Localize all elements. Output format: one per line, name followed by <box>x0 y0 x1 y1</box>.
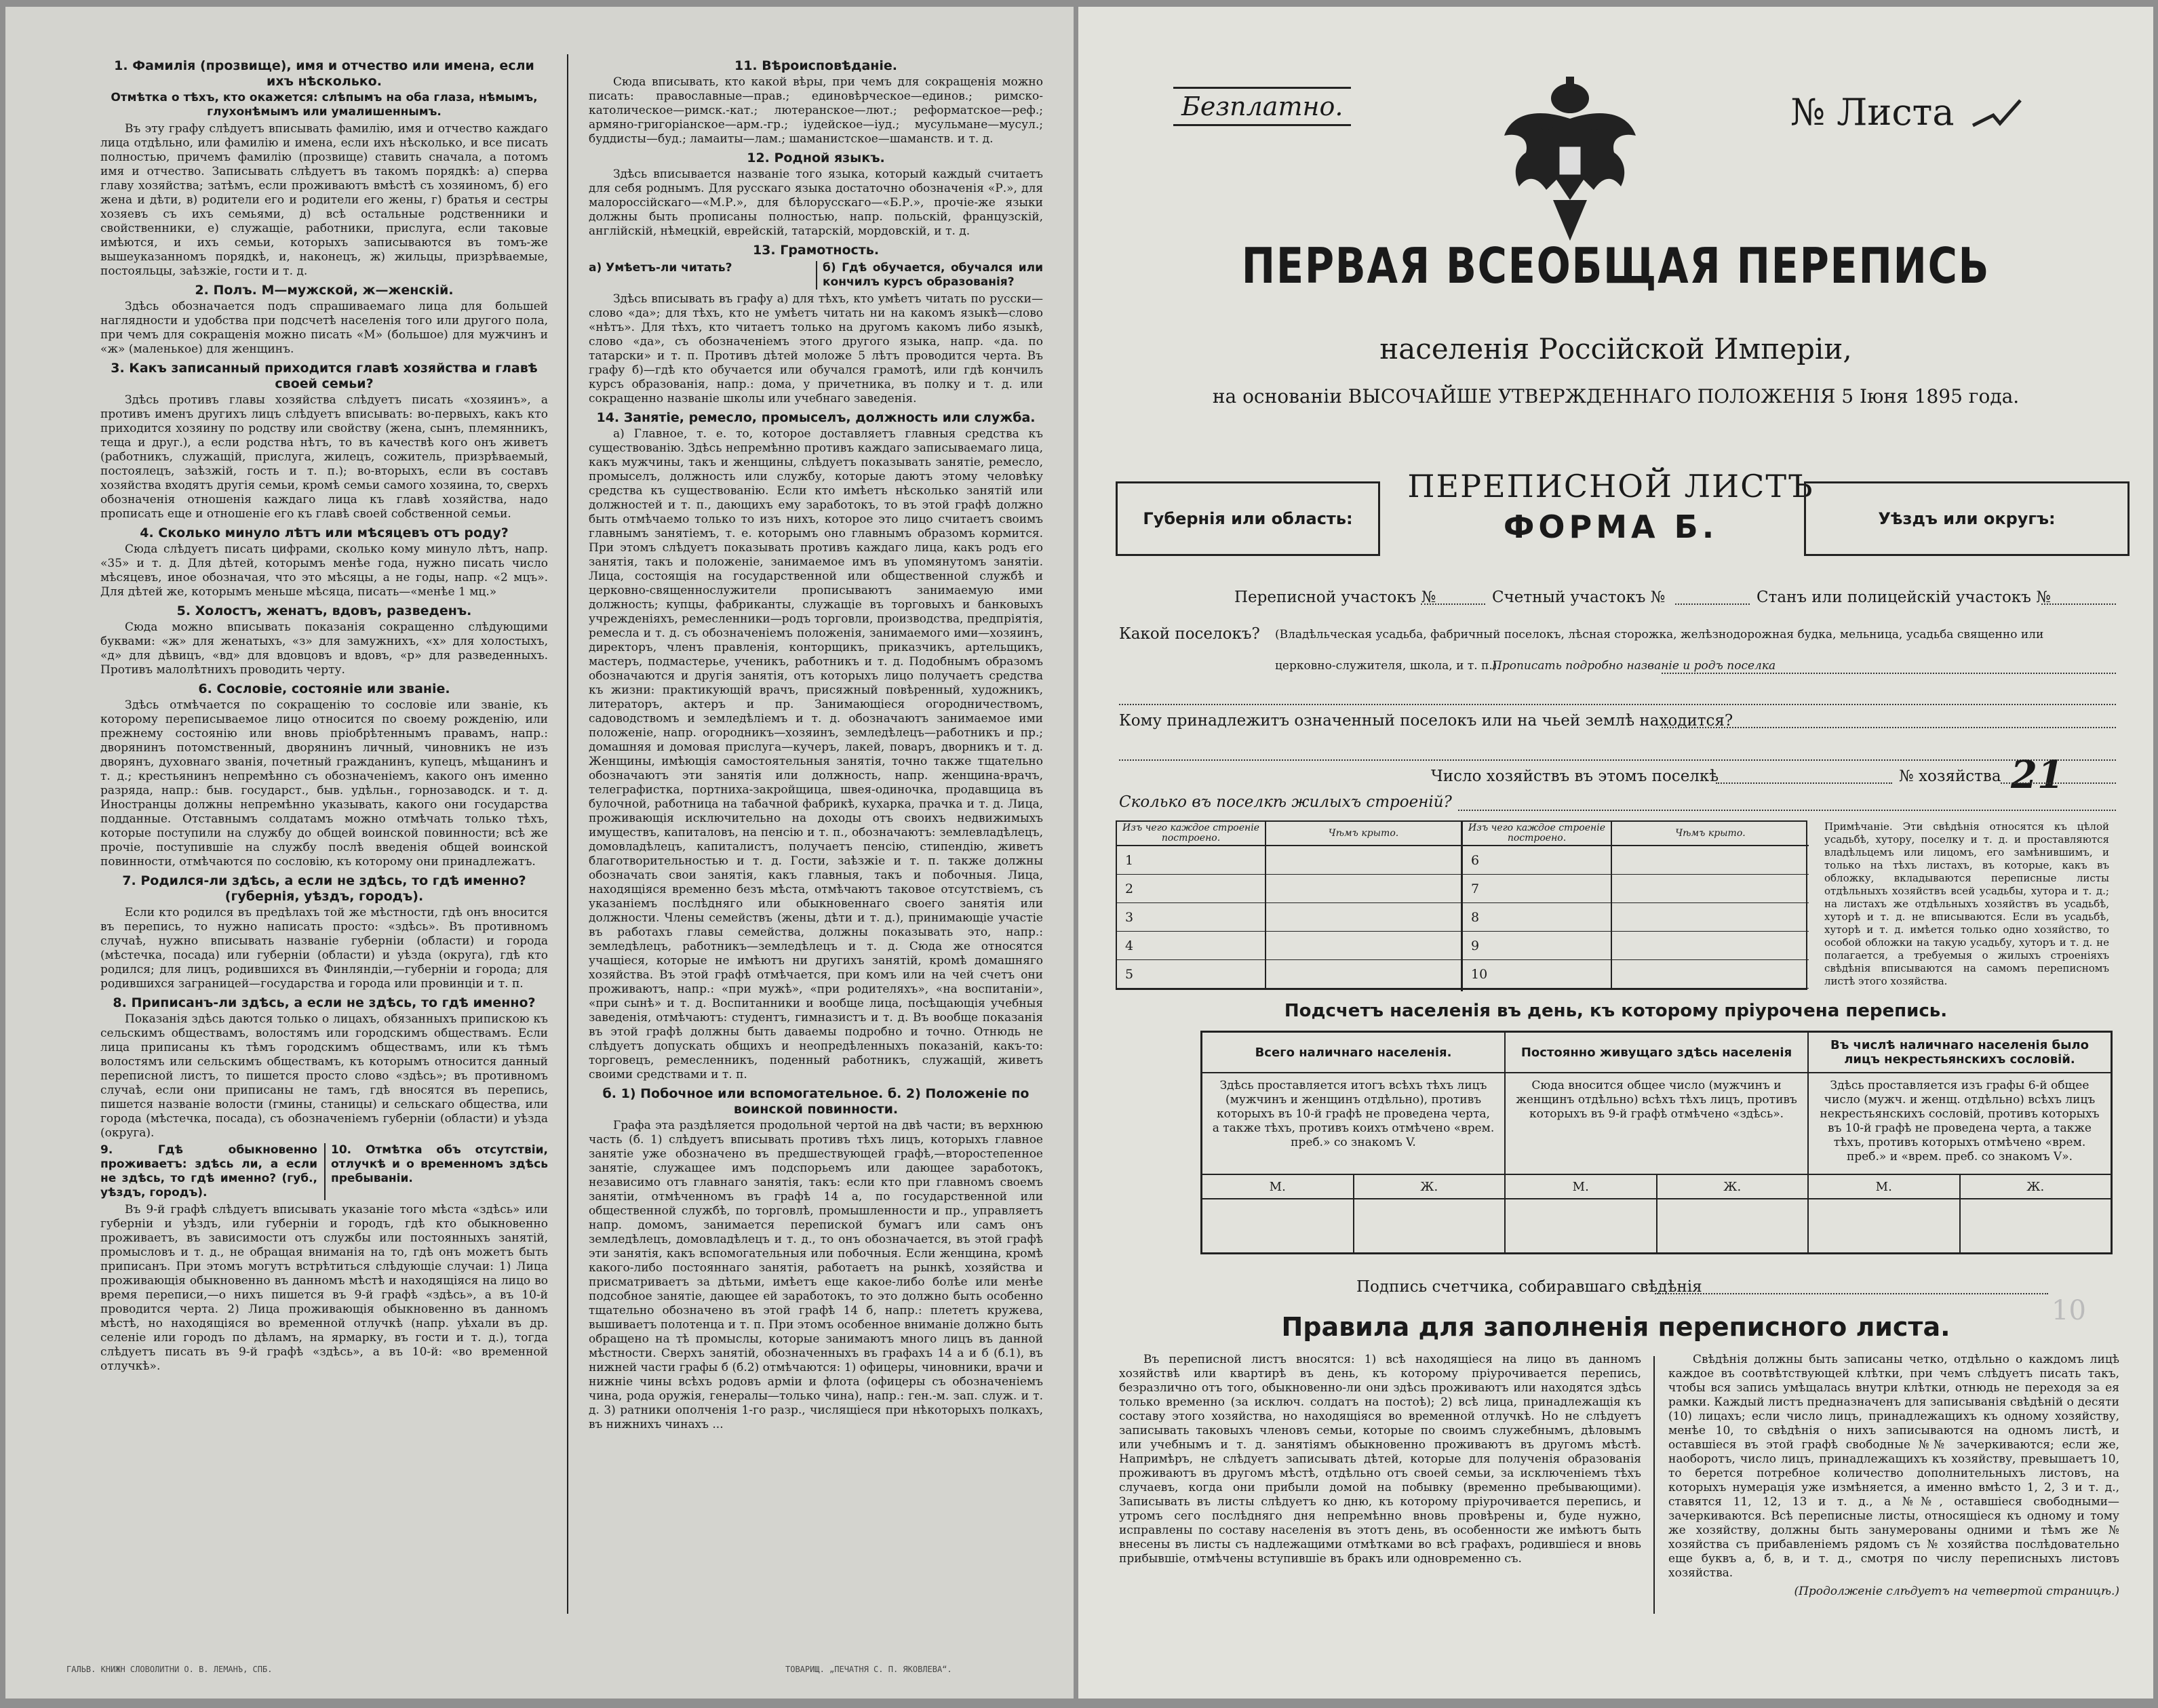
buildings-table-row <box>1463 903 1809 932</box>
section-title: 1. Фамилія (прозвище), имя и отчество или имена, если ихъ нѣсколько. <box>114 58 534 89</box>
buildings-table-row <box>1117 875 1461 903</box>
buildings-table-left <box>1117 822 1463 991</box>
buildings-field[interactable] <box>1458 810 2116 811</box>
population-column-header: Постоянно живущаго здѣсь населенія <box>1506 1033 1807 1073</box>
buildings-table-row <box>1117 932 1461 960</box>
buildings-table <box>1116 820 1807 990</box>
signature-label: Подпись счетчика, собиравшаго свѣдѣнія <box>1356 1278 1702 1296</box>
settlement-field[interactable] <box>1662 673 2116 674</box>
female-header: Ж. <box>1656 1175 1808 1198</box>
right-page <box>1078 7 2153 1699</box>
section-title: 13. Грамотность. <box>752 243 880 258</box>
building-roof-cell[interactable] <box>1266 846 1461 874</box>
population-column-description: Здѣсь проставляется итогъ всѣхъ тѣхъ лицъ (мужчинъ и женщинъ отдѣльно), противъ которыхъ въ 10-й графѣ не проведена черта, а также тѣхъ, противъ коихъ отмѣчено «врем. преб.» со знакомъ V. <box>1202 1073 1504 1175</box>
buildings-table-header <box>1463 822 1809 846</box>
section-text: Здѣсь обозначается подъ спрашиваемаго лица для большей наглядности и удобства при подсчетѣ населенія того или другого пола, при чемъ для сокращенія можно писать «М» (большое) для мужчинъ и «ж» (маленькое) для женщинъ. <box>100 300 548 356</box>
section-text: а) Главное, т. е. то, которое доставляетъ главныя средства къ существованію. Здѣсь непремѣнно противъ каждаго записываемаго лица, какъ мужчины, такъ и женщины, слѣдуетъ показывать занятіе, ремесло, промыселъ, должность или службу, которые даютъ этому человѣку средства къ существованію. Если кто имѣетъ нѣсколько занятій или должностей и т. п., дающихъ ему заработокъ, то въ этой графѣ должно быть отмѣчаемо только то изъ нихъ, которое это лицо считаетъ своимъ главнымъ занятіемъ, т. е. которымъ оно главнымъ образомъ кормится. При этомъ слѣдуетъ показывать противъ каждаго лица, какъ родъ его занятія, такъ и положеніе, занимаемое имъ въ упомянутомъ занятіи. Лица, состоящія на государственной или общественной службѣ и церковно-священнослужители прописываютъ занимаемую ими должность; купцы, фабриканты, служащіе въ торговыхъ и банковыхъ учрежденіяхъ, ремесленники—родъ торговли, производства, предпріятія, ремесла и т. д. съ обозначеніемъ положенія, занимаемого ими—хозяинъ, директоръ, членъ правленія, конторщикъ, приказчикъ, артельщикъ, мастеръ, подмастерье, ученикъ, работникъ и т. д. Подобнымъ образомъ обозначаются и другія занятія, отъ которыхъ лицо получаетъ средства къ жизни: практикующій врачъ, присяжный повѣренный, художникъ, литераторъ, актеръ и пр. Занимающіеся огородничествомъ, садоводствомъ и земледѣліемъ и т. д. обозначаютъ занимаемое ими положеніе, напр. огородникъ—хозяинъ, земледѣлецъ—работникъ и пр.; домашняя и домовая прислуга—кучеръ, лакей, поваръ, дворникъ и т. д. Женщины, имѣющія самостоятельныя занятія, точно также тщательно обозначаютъ эти занятія или должность, напр. женщина-врачъ, телеграфистка, портниха-закройщица, швея-одиночка, продавщица въ булочной, работница на табачной фабрикѣ, кухарка, прачка и т. д. Лица, проживающія исключительно на доходы отъ своихъ недвижимыхъ имуществъ, капиталовъ, на пенсію и т. п., обозначаютъ: землевладѣлецъ, домовладѣлецъ, капиталистъ, получаетъ пенсію, стипендію, живетъ благотворительностью и т. д. Гости, заѣзжіе и т. п. также должны обозначать свои занятія, какъ главныя, такъ и побочныя. Лица, находящіяся временно безъ мѣста, отмѣчаютъ таковое отсутствіемъ, съ указаніемъ послѣдняго или обыкновеннаго своего занятія или должности. Члены семействъ (жены, дѣти и т. д.), принимающіе участіе въ работахъ главы семейства, должны показывать это, напр.: земледѣлецъ, работникъ—земледѣлецъ и т. д. Сюда же относятся учащіеся, которые не имѣютъ ни другихъ занятій, кромѣ домашняго хозяйства. Въ этой графѣ отмѣчается, при комъ или на чей счетъ они проживаютъ, напр.: «при мужѣ», «при родителяхъ», «на воспитаніи», «при сынѣ» и т. д. Воспитанники и вообще лица, посѣщающія учебныя заведенія, отмѣчаютъ: студентъ, гимназистъ и т. д. Въ вообще показанія въ этой графѣ должны быть даваемы подробно и точно. Отнюдь не слѣдуетъ допускать общихъ и неопредѣленныхъ показаній, какъ-то: торговецъ, ремесленникъ, поденный работникъ, служащій, живетъ своими средствами и т. п. <box>589 427 1043 1081</box>
population-values-row <box>1809 1199 2111 1252</box>
section-title: 12. Родной языкъ. <box>747 151 885 165</box>
buildings-table-right <box>1463 822 1809 991</box>
building-roof-cell[interactable] <box>1612 875 1809 902</box>
rules-column-2 <box>1668 1353 2119 1599</box>
section-title: 3. Какъ записанный приходится главѣ хозяйства и главѣ своей семьи? <box>111 361 538 391</box>
sex-header-row <box>1506 1175 1807 1199</box>
settlement-field-2[interactable] <box>1119 704 2116 705</box>
building-roof-cell[interactable] <box>1266 903 1461 931</box>
male-header: М. <box>1875 1179 1892 1194</box>
household-number-field[interactable] <box>2001 782 2116 784</box>
building-row-number: 4 <box>1117 932 1266 959</box>
owner-field-2[interactable] <box>1119 759 2116 761</box>
rules-column-1 <box>1119 1353 1641 1568</box>
settlement-hint-2: церковно-служителя, школа, и т. п.). <box>1275 659 1501 673</box>
rules-text-1: Въ переписной листъ вносятся: 1) всѣ находящіеся на лицо въ данномъ хозяйствѣ или квартирѣ въ день, къ которому пріурочивается перепись, безразлично отъ того, обыкновенно-ли они здѣсь проживаютъ или находятся здѣсь только временно (за исключ. солдатъ на постоѣ); 2) всѣ лица, принадлежащія къ составу этого хозяйства, но находящіяся во временной отлучкѣ. Но не слѣдуетъ записывать таковыхъ членовъ семьи, которые по своимъ служебнымъ, дѣловымъ или учебнымъ и т. д. занятіямъ обыкновенно проживаютъ въ другомъ мѣстѣ. Напримѣръ, не слѣдуетъ записывать дѣтей, которые для полученія образованія проживаютъ въ другомъ мѣстѣ, отдѣльно отъ своей семьи, за исключеніемъ тѣхъ случаевъ, когда они прибыли домой на побывку (временно пребывающими). Записывать въ листы слѣдуетъ ко дню, къ которому пріурочивается перепись, и утромъ сего послѣдняго дня непремѣнно вновь провѣрены и, буде нужно, исправлены по составу населенія въ этотъ день, въ особенности же имѣютъ быть внесены въ листы съ надлежащими отмѣтками во всѣ графахъ, родившіеся и вновь прибывшіе, отмѣчены вступившіе въ бракъ или одновременно съ. <box>1119 1353 1641 1566</box>
buildings-table-row <box>1117 903 1461 932</box>
owner-question: Кому принадлежитъ означенный поселокъ или на чьей землѣ находится? <box>1119 712 1733 730</box>
male-count-field[interactable] <box>1506 1199 1656 1252</box>
male-count-field[interactable] <box>1809 1199 1959 1252</box>
census-area-label: Переписной участокъ № <box>1234 589 1436 606</box>
buildings-table-row <box>1463 846 1809 875</box>
female-header: Ж. <box>1353 1175 1505 1198</box>
free-label: Безплатно. <box>1173 87 1351 126</box>
section-text: Здѣсь вписывается названіе того языка, который каждый считаетъ для себя роднымъ. Для русскаго языка достаточно обозначенія «Р.», для малороссійскаго—«М.Р.», для бѣлорусскаго—«Б.Р.», прочіе-же языки должны быть прописаны полностью, напр. польскій, французскій, англійскій, нѣмецкій, еврейскій, татарскій, мордовскій, и т. д. <box>589 167 1043 238</box>
population-column <box>1202 1033 1506 1252</box>
bld-header-roof: Чѣмъ крыто. <box>1675 827 1746 839</box>
section-text: Показанія здѣсь даются только о лицахъ, обязанныхъ припискою къ сельскимъ обществамъ, волостямъ или городскимъ обществамъ. Если лица приписаны къ тѣмъ городскимъ обществамъ, или къ тѣмъ волостямъ или сельскимъ обществамъ, къ которымъ относится данный переписной листъ, то пишется просто слово «здѣсь»; въ противномъ случаѣ, если они приписаны не тамъ, гдѣ вносятся въ перепись, пишется названіе волости (гмины, станицы) и сельскаго общества, или города (мѣстечка, посада), съ обозначеніемъ губерніи (области) и уѣзда (округа). <box>100 1012 548 1140</box>
building-row-number: 5 <box>1117 960 1266 988</box>
settlement-question: Какой поселокъ? <box>1119 625 1260 643</box>
section-title: 7. Родился-ли здѣсь, а если не здѣсь, то гдѣ именно? (губернія, уѣздъ, городъ). <box>122 873 526 904</box>
population-values-row <box>1506 1199 1807 1252</box>
settlement-hint-3: Прописать подробно названіе и родъ поселка <box>1492 659 1776 673</box>
form-title-line-2: ФОРМА Б. <box>1503 509 1719 545</box>
buildings-question: Сколько въ поселкѣ жилыхъ строеній? <box>1119 793 1452 811</box>
province-label: Губернія или область: <box>1143 509 1353 528</box>
section-title: 8. Приписанъ-ли здѣсь, а если не здѣсь, то гдѣ именно? <box>113 995 536 1010</box>
count-area-label: Счетный участокъ № <box>1492 589 1666 606</box>
section-text: Графа эта раздѣляется продольной чертой на двѣ части; въ верхнюю часть (б. 1) слѣдуетъ вписывать противъ тѣхъ лицъ, которыхъ главное занятіе уже обозначено въ предшествующей графѣ,—второстепенное занятіе, служащее имъ подспорьемъ или дающее заработокъ, независимо отъ главнаго занятія, такъ: если кто при главномъ своемъ занятіи, отмѣченномъ въ графѣ 14 а, по государственной или общественной службѣ, по торговлѣ, промышленности и пр., управляетъ напр. домомъ, занимается перепиской бумагъ или самъ онъ земледѣлецъ, домовладѣлецъ и т. д., то онъ обозначается, въ этой графѣ эти занятія, какъ вспомогательныя или побочныя. Если женщина, кромѣ какого-либо постояннаго занятія, работаетъ на рынкѣ, хозяйства и присматриваетъ за дѣтьми, имѣетъ еще какое-либо болѣе или менѣе подсобное занятіе, дающее ей заработокъ, то это должно быть особенно тщательно обозначено въ этой графѣ 14 б, напр.: плететъ кружева, вышиваетъ полотенца и т. п. При этомъ особенное вниманіе должно быть обращено на тѣ промыслы, которые занимаютъ много лицъ въ данной мѣстности. Сверхъ занятій, обозначенныхъ въ графахъ 14 а и б (б.1), въ нижней части графы б (б.2) отмѣчаются: 1) офицеры, чиновники, врачи и нижніе чины всѣхъ родовъ арміи и флота (офицеры съ обозначеніемъ чина, рода оружія, генералы—только чина), напр.: ген.-м. зап. служ. и т. д. 3) ратники ополченія 1-го разр., числящіеся при нѣкоторыхъ полкахъ, въ нижнихъ чинахъ ... <box>589 1119 1043 1431</box>
female-count-field[interactable] <box>1353 1199 1505 1252</box>
sheet-number <box>1790 91 2027 136</box>
female-header: Ж. <box>1959 1175 2111 1198</box>
rules-divider <box>1653 1356 1655 1614</box>
building-roof-cell[interactable] <box>1612 960 1809 988</box>
sex-header-row <box>1809 1175 2111 1199</box>
household-number-label: № хозяйства <box>1899 768 2001 785</box>
section-text: Сюда можно вписывать показанія сокращенно слѣдующими буквами: «ж» для женатыхъ, «з» для замужнихъ, «х» для холостыхъ, «д» для дѣвицъ, «вд» для вдовцовъ и вдовъ, «р» для разведенныхъ. Противъ малолѣтнихъ проводить черту. <box>100 620 548 677</box>
district-label: Уѣздъ или округъ: <box>1878 509 2056 528</box>
section-text: Сюда слѣдуетъ писать цифрами, сколько кому минуло лѣтъ, напр. «35» и т. д. Для дѣтей, которымъ менѣе года, нужно писать число мѣсяцевъ, иное обозначая, что это мѣсяцы, а не годы, напр. «2 мцъ». Для дѣтей же, которымъ меньше мѣсяца, писать—«менѣе 1 мц.» <box>100 542 548 599</box>
section-text: Въ эту графу слѣдуетъ вписывать фамилію, имя и отчество каждаго лица отдѣльно, или фамилію и имена, если ихъ нѣсколько, и все писать полностью, причемъ фамилію (прозвище) ставить сначала, а потомъ имя и отчество. Записывать слѣдуетъ въ такомъ порядкѣ: а) сперва главу хозяйства; затѣмъ, если проживаютъ вмѣстѣ съ хозяиномъ, б) его жена и дѣти, в) родители его и родители его жены, г) братья и сестры хозяевъ съ ихъ семьями, д) всѣ остальные родственники и свойственники, е) служащіе, работники, прислуга, если таковые имѣются, и ихъ семьи, которыхъ записываются въ томъ-же вышеуказанномъ порядкѣ, и, наконецъ, ж) жильцы, призрѣваемые, постояльцы, заѣзжіе, гости и т. д. <box>100 122 548 278</box>
census-area-field[interactable] <box>1421 603 1485 605</box>
section-subtitle: Отмѣтка о тѣхъ, кто окажется: слѣпымъ на оба глаза, нѣмымъ, глухонѣмымъ или умалишеннымъ. <box>111 91 538 119</box>
building-row-number: 3 <box>1117 903 1266 931</box>
buildings-table-row <box>1117 960 1461 989</box>
building-roof-cell[interactable] <box>1612 846 1809 874</box>
buildings-note: Примѣчаніе. Эти свѣдѣнія относятся къ цѣлой усадьбѣ, хутору, поселку и т. д. и проставляются владѣльцемъ или лицомъ, его замѣнившимъ, и только на тѣхъ листахъ, въ которые, какъ въ обложку, вкладываются переписные листы отдѣльныхъ хозяйствъ всей усадьбы, хутора и т. д.; на листахъ же отдѣльныхъ хозяйствъ въ усадьбѣ, хуторѣ и т. д. не вписываются. Если въ усадьбѣ, хуторѣ и т. д. имѣется только одно хозяйство, то особой обложки на такую усадьбу, хуторъ и т. д. не полагается, а требуемыя о жилыхъ строеніяхъ свѣдѣнія вписываются на самомъ переписномъ листѣ этого хозяйства. <box>1824 820 2109 987</box>
population-values-row <box>1202 1199 1504 1252</box>
instructions-column-1 <box>100 54 548 1375</box>
section-title: 5. Холостъ, женатъ, вдовъ, разведенъ. <box>176 603 472 618</box>
building-row-number: 10 <box>1463 960 1612 988</box>
settlement-hint: (Владѣльческая усадьба, фабричный поселокъ, лѣсная сторожка, желѣзнодорожная будка, мельница, усадьба священно или <box>1275 628 2044 641</box>
double-headed-eagle-icon <box>1499 71 1641 247</box>
sex-header-row <box>1202 1175 1504 1199</box>
section-title: 6. Сословіе, состояніе или званіе. <box>198 681 450 696</box>
province-field[interactable] <box>1116 481 1380 556</box>
instructions-column-2 <box>589 54 1043 1433</box>
building-roof-cell[interactable] <box>1266 932 1461 959</box>
district-field[interactable] <box>1804 481 2130 556</box>
printer-imprint-left: ГАЛЬВ. КНИЖН СЛОВОЛИТНИ О. В. ЛЕМАНЪ, СПБ. <box>66 1665 273 1674</box>
male-count-field[interactable] <box>1202 1199 1353 1252</box>
rules-continuation: (Продолженіе слѣдуетъ на четвертой страницѣ.) <box>1794 1585 2119 1598</box>
buildings-table-header <box>1117 822 1461 846</box>
buildings-table-row <box>1463 932 1809 960</box>
section-title: 14. Занятіе, ремесло, промыселъ, должность или служба. <box>596 410 1036 425</box>
households-field[interactable] <box>1716 782 1892 784</box>
census-subtitle: населенія Россійской Имперіи, <box>1379 332 1852 365</box>
households-label: Число хозяйствъ въ этомъ поселкѣ <box>1431 768 1719 785</box>
stan-area-label: Станъ или полицейскій участокъ № <box>1757 589 2051 606</box>
form-title-line-1: ПЕРЕПИСНОЙ ЛИСТЪ <box>1407 468 1814 504</box>
region-header <box>1116 468 2130 563</box>
female-count-field[interactable] <box>1959 1199 2111 1252</box>
census-title: ПЕРВАЯ ВСЕОБЩАЯ ПЕРЕПИСЬ <box>1241 237 1990 294</box>
bld-header-material: Изъ чего каждое строеніе построено. <box>1117 822 1266 845</box>
buildings-table-row <box>1463 960 1809 989</box>
buildings-table-row <box>1463 875 1809 903</box>
household-number-value: 21 <box>2011 753 2064 797</box>
population-count-table <box>1200 1031 2113 1254</box>
rules-title: Правила для заполненія переписного листа. <box>1281 1312 1950 1342</box>
female-count-field[interactable] <box>1656 1199 1808 1252</box>
building-row-number: 2 <box>1117 875 1266 902</box>
building-row-number: 1 <box>1117 846 1266 874</box>
sheet-number-scribble-icon <box>1966 95 2027 136</box>
buildings-table-row <box>1117 846 1461 875</box>
building-row-number: 9 <box>1463 932 1612 959</box>
male-header: М. <box>1269 1179 1286 1194</box>
rules-text-2: Свѣдѣнія должны быть записаны четко, отдѣльно о каждомъ лицѣ каждое въ соотвѣтствующей клѣтки, при чемъ слѣдуетъ писать такъ, чтобы вся запись умѣщалась внутри клѣтки, отнюдь не переходя за ея рамки. Каждый листъ предназначенъ для записыванія свѣдѣній о десяти (10) лицахъ; если число лицъ, принадлежащихъ къ одному хозяйству, менѣе 10, то свѣдѣнія о нихъ записываются на одномъ листѣ, и оставшіеся въ этой графѣ свободные №№ зачеркиваются; если же, наоборотъ, число лицъ, принадлежащихъ къ хозяйству, превышаетъ 10, то берется потребное количество дополнительныхъ листовъ, на которыхъ нумерація уже измѣняется, а именно вмѣсто 1, 2, 3 и т. д., ставятся 11, 12, 13 и т. д., а №№, оставшіеся свободными—зачеркиваются. Всѣ переписные листы, относящіеся къ одному и тому же хозяйству, должны быть занумерованы одними и тѣмъ же № хозяйства съ прибавленіемъ рядомъ съ № хозяйства послѣдовательно еще буквъ а, б, в, и т. д., смотря по числу переписныхъ листовъ хозяйства. <box>1668 1353 2119 1580</box>
printer-imprint-mid: ТОВАРИЩ. „ПЕЧАТНЯ С. П. ЯКОВЛЕВА“. <box>785 1665 952 1674</box>
building-row-number: 8 <box>1463 903 1612 931</box>
bld-header-roof: Чѣмъ крыто. <box>1328 827 1399 839</box>
page-mark: 10 <box>2052 1295 2086 1326</box>
section-text: Здѣсь противъ главы хозяйства слѣдуетъ писать «хозяинъ», а противъ именъ другихъ лицъ слѣдуетъ вписывать: во-первыхъ, какъ кто приходится хозяину по родству или свойству (жена, сынъ, племянникъ, теща и друг.), а если родства нѣтъ, то въ качествѣ кого онъ живетъ (работникъ, служащій, прислуга, жилецъ, сожитель, призрѣваемый, постоялецъ, заѣзжій, гость и т. п.); во-вторыхъ, если въ составъ хозяйства входятъ другія семьи, кромѣ семьи самого хозяина, то, сверхъ обозначенія отношенія каждаго лица къ главѣ хозяйства, надо прописать еще и отношеніе его къ главѣ своей собственной семьи. <box>100 393 548 521</box>
section-title: б. 1) Побочное или вспомогательное. б. 2) Положеніе по воинской повинности. <box>602 1086 1029 1117</box>
building-roof-cell[interactable] <box>1266 875 1461 902</box>
bld-header-material: Изъ чего каждое строеніе построено. <box>1463 822 1612 845</box>
building-roof-cell[interactable] <box>1612 932 1809 959</box>
population-column-description: Здѣсь проставляется изъ графы 6-й общее число (мужч. и женщ. отдѣльно) всѣхъ лицъ некрестьянскихъ сословій, противъ которыхъ въ 10-й графѣ не проведена черта, а также тѣхъ, противъ которыхъ отмѣчено «врем. преб.» и «врем. преб. со знакомъ V». <box>1809 1073 2111 1175</box>
section-text: Если кто родился въ предѣлахъ той же мѣстности, гдѣ онъ вносится въ перепись, то нужно написать просто: «здѣсь». Въ противномъ случаѣ, нужно вписывать названіе губерніи (области) и города (мѣстечка, посада) или губерніи (области) и уѣзда (округа), гдѣ кто родился; для лицъ, родившихся въ Финляндіи,—губерніи и города; для родившихся заграницей—государства и города или провинціи и т. п. <box>100 906 548 991</box>
male-header: М. <box>1572 1179 1589 1194</box>
sheet-number-label: № Листа <box>1790 91 1955 134</box>
population-column <box>1506 1033 1809 1252</box>
building-row-number: 6 <box>1463 846 1612 874</box>
section-text: Здѣсь отмѣчается по сокращенію то сословіе или званіе, къ которому переписываемое лицо относится по своему рожденію, или прежнему состоянію или вновь пріобрѣтеннымъ правамъ, напр.: дворянинъ потомственный, дворянинъ личный, чиновникъ не изъ дворянъ, духовнаго званія, почетный гражданинъ, купецъ, мѣщанинъ и т. д.; крестьянинъ непремѣнно съ обозначеніемъ, какого онъ именно разряда, напр.: быв. государст., быв. удѣльн., горнозаводск. и т. д. Иностранцы должны непремѣнно указывать, какого они государства подданные. Отставнымъ солдатамъ можно отмѣчать только тѣхъ, которые поступили на службу до общей воинской повинности; всѣ же прочіе, поступившіе на службу послѣ введенія общей воинской повинности, отмѣчаются по сословію, къ которому они принадлежатъ. <box>100 698 548 869</box>
section-title-9: 9. Гдѣ обыкновенно проживаетъ: здѣсь ли, а если не здѣсь, то гдѣ именно? (губ., уѣздъ, городъ). <box>100 1143 317 1199</box>
owner-field[interactable] <box>1662 727 2116 728</box>
population-column-header: Въ числѣ наличнаго населенія было лицъ некрестьянскихъ сословій. <box>1809 1033 2111 1073</box>
legal-basis: на основаніи ВЫСОЧАЙШЕ УТВЕРЖДЕННАГО ПОЛОЖЕНІЯ 5 Іюня 1895 года. <box>1212 385 2020 408</box>
section-title: 11. Вѣроисповѣданіе. <box>734 58 898 73</box>
section-title-13a: а) Умѣетъ-ли читать? <box>589 261 732 275</box>
population-column-header: Всего наличнаго населенія. <box>1202 1033 1504 1073</box>
section-title-10: 10. Отмѣтка объ отсутствіи, отлучкѣ и о временномъ здѣсь пребываніи. <box>324 1143 548 1200</box>
count-area-field[interactable] <box>1675 603 1750 605</box>
population-count-title: Подсчетъ населенія въ день, къ которому пріурочена перепись. <box>1284 1001 1948 1021</box>
section-title-13b: б) Гдѣ обучается, обучался или кончилъ курсъ образованія? <box>816 261 1043 290</box>
stan-area-field[interactable] <box>2041 603 2116 605</box>
section-text-9: Въ 9-й графѣ слѣдуетъ вписывать указаніе того мѣста «здѣсь» или губерніи и уѣздъ, или губерніи и городъ, гдѣ кто обыкновенно проживаетъ, въ зависимости отъ службы или постоянныхъ занятій, промысловъ и т. д., не обращая вниманія на то, гдѣ онъ можетъ быть приписанъ. При этомъ могутъ встрѣтиться слѣдующіе случаи: 1) Лица проживающія обыкновенно въ данномъ мѣстѣ и находящіяся на лицо во время переписи,—о нихъ пишется въ 9-й графѣ «здѣсь», а въ 10-й проводится черта. 2) Лица проживающія обыкновенно въ данномъ мѣстѣ, но находящіяся во временной отлучкѣ (напр. уѣхали въ др. селеніе или городъ по дѣламъ, на ярмарку, въ гости и т. д.), тогда слѣдуетъ писать въ 9-й графѣ «здѣсь», а въ 10-й: «во временной отлучкѣ». <box>100 1203 548 1373</box>
section-title: 4. Сколько минуло лѣтъ или мѣсяцевъ отъ роду? <box>140 525 509 540</box>
building-roof-cell[interactable] <box>1612 903 1809 931</box>
split-heading-13 <box>589 261 1043 290</box>
signature-field[interactable] <box>1655 1293 2048 1294</box>
population-column <box>1809 1033 2111 1252</box>
building-row-number: 7 <box>1463 875 1612 902</box>
section-title: 2. Полъ. М—мужской, ж—женскій. <box>195 283 454 298</box>
population-column-description: Сюда вносится общее число (мужчинъ и женщинъ отдѣльно) всѣхъ тѣхъ лицъ, противъ которыхъ въ 9-й графѣ отмѣчено «здѣсь». <box>1506 1073 1807 1175</box>
column-divider <box>567 54 568 1614</box>
form-title <box>1407 468 1814 545</box>
left-page <box>5 7 1074 1699</box>
section-text: Сюда вписывать, кто какой вѣры, при чемъ для сокращенія можно писать: православные—прав.; единовѣрческое—единов.; римско-католическое—римск.-кат.; лютеранское—лют.; реформатское—реф.; армяно-григоріанское—арм.-гр.; іудейское—іуд.; мусульмане—мусул.; буддисты—буд.; ламаиты—лам.; шаманистское—шаманств. и т. д. <box>589 75 1043 146</box>
split-heading-9-10 <box>100 1143 548 1200</box>
building-roof-cell[interactable] <box>1266 960 1461 988</box>
section-text-13: Здѣсь вписывать въ графу а) для тѣхъ, кто умѣетъ читать по русски—слово «да»; для тѣхъ, кто не умѣетъ читать ни на какомъ языкѣ—слово «нѣтъ». Для тѣхъ, кто читаетъ только на другомъ какомъ либо языкѣ, слово «да», съ обозначеніемъ этого другого языка, напр. «да. по татарски» и т. п. Противъ дѣтей моложе 5 лѣтъ проводится черта. Въ графу б)—гдѣ кто обучается или обучался грамотѣ, или гдѣ кончилъ курсъ образованія, напр.: дома, у причетника, въ полку и т. д. или сокращенно названіе школы или учебнаго заведенія. <box>589 292 1043 405</box>
